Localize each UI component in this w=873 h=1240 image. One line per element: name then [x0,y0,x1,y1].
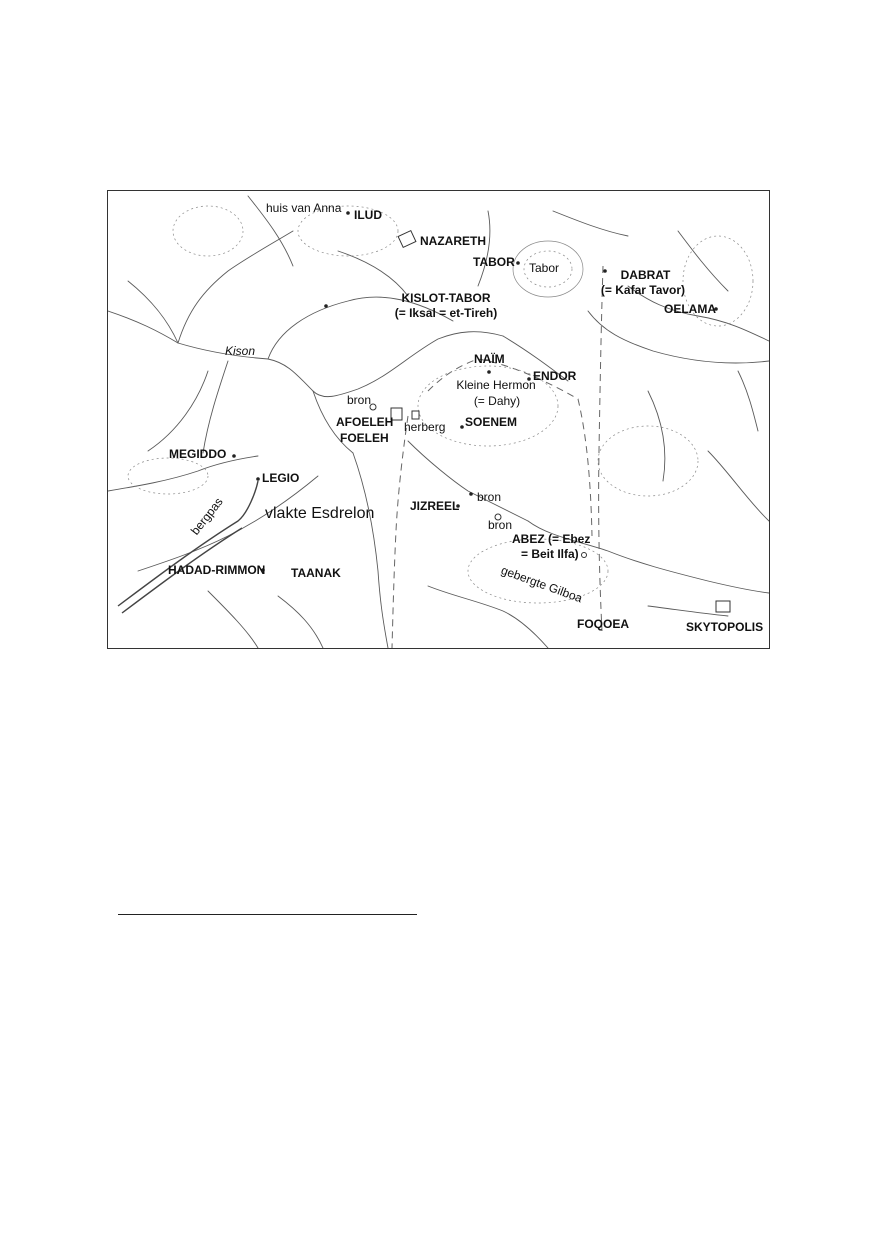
river [738,371,758,431]
river [128,281,178,343]
dot [469,492,473,496]
river [708,451,769,521]
label-tabor-town: TABOR [473,255,515,269]
river [588,311,769,363]
label-dabrat: DABRAT [620,268,671,282]
label-dabrat-note: (= Kafar Tavor) [600,283,686,297]
label-legio: LEGIO [262,471,300,485]
label-bron-1: bron [347,393,372,407]
label-ilud: ILUD [354,208,382,222]
nazareth-symbol [398,231,416,248]
label-nazareth: NAZARETH [420,234,486,248]
dot [603,269,607,273]
river [338,251,408,296]
dot [346,211,350,215]
label-foeleh: FOELEH [340,431,389,445]
label-gebergte-gilboa: gebergte Gilboa [499,563,585,606]
hachure [598,426,698,496]
label-bergpas: bergpas [188,494,226,538]
footnote-divider [118,914,417,915]
label-kleine-hermon: Kleine Hermon [456,378,536,392]
label-skytopolis: SKYTOPOLIS [686,620,764,634]
river [278,596,323,648]
dot [516,261,520,265]
label-megiddo: MEGIDDO [169,447,227,461]
river [108,456,258,491]
river [148,371,208,451]
label-soenem: SOENEM [465,415,518,429]
dot [256,477,260,481]
herberg-building [412,411,419,419]
label-jizreel: JIZREEL [410,499,460,513]
label-naim: NAÏM [474,352,505,366]
river [353,453,388,648]
bergpas-route [118,481,258,606]
river [138,476,318,571]
dot [460,425,464,429]
river [178,231,293,343]
label-tabor-mountain: Tabor [529,261,560,275]
label-oelama: OELAMA [664,302,716,316]
label-kison: Kison [225,344,256,358]
river [553,211,628,236]
label-kleine-hermon-note: (= Dahy) [473,394,521,408]
label-afoeleh: AFOELEH [336,415,394,429]
hachure [173,206,243,256]
dot [487,370,491,374]
river [648,391,665,481]
label-bron-2: bron [477,490,502,504]
label-bron-3: bron [488,518,513,532]
river [678,231,728,291]
label-kislot-tabor: KISLOT-TABOR [401,291,491,305]
label-hadad-rimmon: HADAD-RIMMON [168,563,266,577]
skytopolis-symbol [716,601,730,612]
label-huis-van-anna: huis van Anna [266,201,342,215]
label-foqoea: FOQOEA [577,617,630,631]
label-vlakte-esdrelon: vlakte Esdrelon [265,505,375,522]
label-endor: ENDOR [533,369,577,383]
label-abez-note: = Beit Ilfa) [521,547,579,561]
abez-well [582,553,587,558]
map [107,190,770,649]
label-herberg: herberg [404,420,446,434]
river [428,586,548,648]
river [208,591,258,648]
dot [232,454,236,458]
megiddo-hachure [128,458,208,494]
label-abez: ABEZ (= Ebez [512,532,591,546]
road [392,416,408,648]
label-kislot-tabor-note: (= Iksal = et-Tireh) [394,306,498,320]
label-taanak: TAANAK [291,566,341,580]
road [599,266,603,631]
dot [324,304,328,308]
river [478,211,490,286]
